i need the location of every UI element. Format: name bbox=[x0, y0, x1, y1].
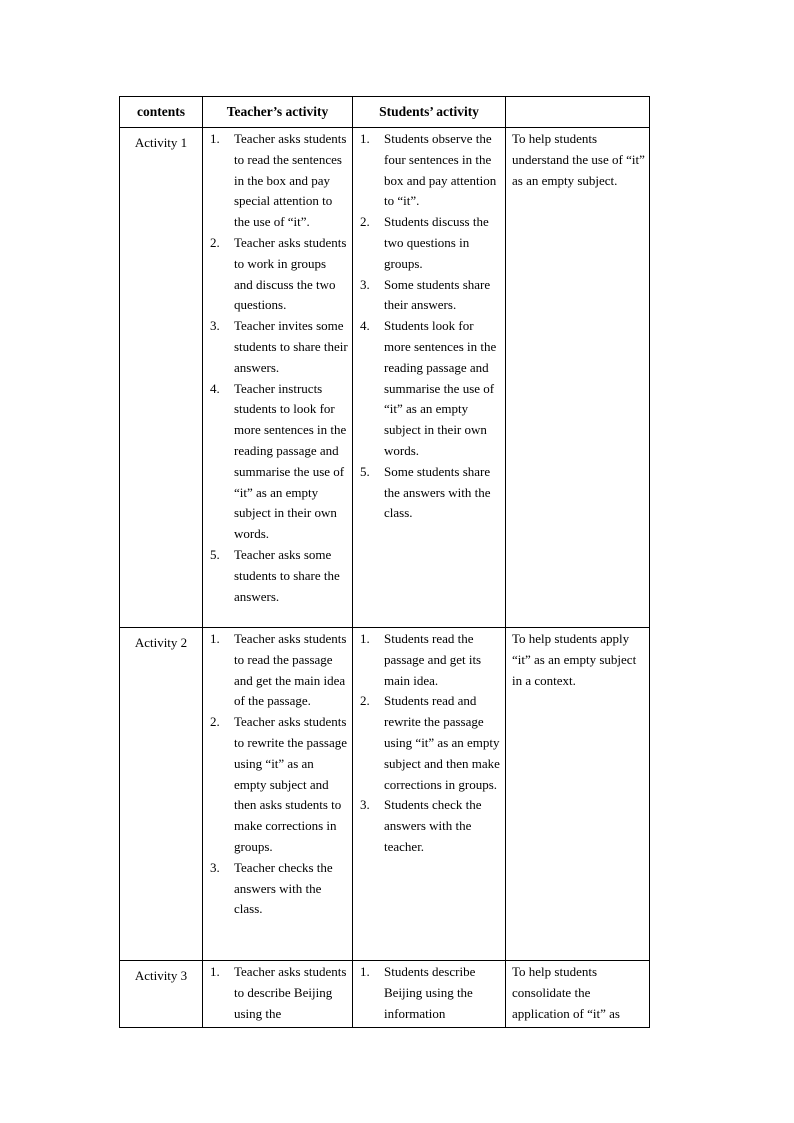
table-row bbox=[120, 961, 650, 1028]
teacher-activity-cell bbox=[203, 128, 353, 628]
list-item: 3. Teacher checks the answers with the class. bbox=[210, 859, 333, 917]
header-contents: contents bbox=[120, 97, 203, 128]
list-item: 2. Teacher asks students to work in groups and discuss the two questions. bbox=[210, 234, 347, 313]
students-activity-cell bbox=[353, 628, 506, 961]
header-row bbox=[120, 97, 650, 128]
header-students-activity: Students’ activity bbox=[353, 97, 506, 128]
students-activity-cell bbox=[353, 961, 506, 1028]
table-row bbox=[120, 628, 650, 961]
students-activity-cell bbox=[353, 128, 506, 628]
list-item: 1. Teacher asks students to read the passage and get the main idea of the passage. bbox=[210, 631, 347, 709]
list-item: 2. Teacher asks students to rewrite the passage using “it” as an empty subject and then asks students to make corrections in groups. bbox=[210, 714, 347, 854]
list-item: 3. Some students share their answers. bbox=[360, 276, 491, 313]
list-item: 1. Students read the passage and get its main idea. bbox=[360, 631, 482, 688]
activity-label: Activity 2 bbox=[120, 628, 203, 961]
list-item: 3. Teacher invites some students to share their answers. bbox=[210, 318, 348, 375]
list-item: 4. Teacher instructs students to look for more sentences in the reading passage and summarise the use of “it” as an empty subject in their own words. bbox=[210, 380, 347, 542]
header-purpose bbox=[506, 97, 650, 128]
header-teacher-activity: Teacher’s activity bbox=[203, 97, 353, 128]
list-item: 1. Teacher asks students to describe Beijing using the bbox=[210, 964, 347, 1021]
list-item: 4. Students look for more sentences in the reading passage and summarise the use of “it” as an empty subject in their own words. bbox=[360, 318, 497, 458]
purpose-cell: To help students understand the use of “it” as an empty subject. bbox=[506, 128, 650, 628]
list-item: 2. Students read and rewrite the passage using “it” as an empty subject and then make corrections in groups. bbox=[360, 693, 500, 792]
teacher-activity-cell bbox=[203, 628, 353, 961]
list-item: 1. Students observe the four sentences in the box and pay attention to “it”. bbox=[360, 131, 497, 209]
activity-label: Activity 3 bbox=[120, 961, 203, 1028]
list-item: 1. Students describe Beijing using the information bbox=[360, 964, 476, 1021]
list-item: 1. Teacher asks students to read the sentences in the box and pay special attention to the use of “it”. bbox=[210, 131, 347, 230]
activity-table bbox=[119, 96, 650, 1028]
table-row bbox=[120, 128, 650, 628]
list-item: 5. Some students share the answers with the class. bbox=[360, 463, 491, 521]
list-item: 3. Students check the answers with the teacher. bbox=[360, 797, 482, 854]
activity-label: Activity 1 bbox=[120, 128, 203, 628]
list-item: 5. Teacher asks some students to share the answers. bbox=[210, 546, 340, 604]
teacher-activity-cell bbox=[203, 961, 353, 1028]
purpose-cell: To help students apply “it” as an empty subject in a context. bbox=[506, 628, 650, 961]
purpose-cell: To help students consolidate the application of “it” as bbox=[506, 961, 650, 1028]
list-item: 2. Students discuss the two questions in groups. bbox=[360, 214, 489, 271]
